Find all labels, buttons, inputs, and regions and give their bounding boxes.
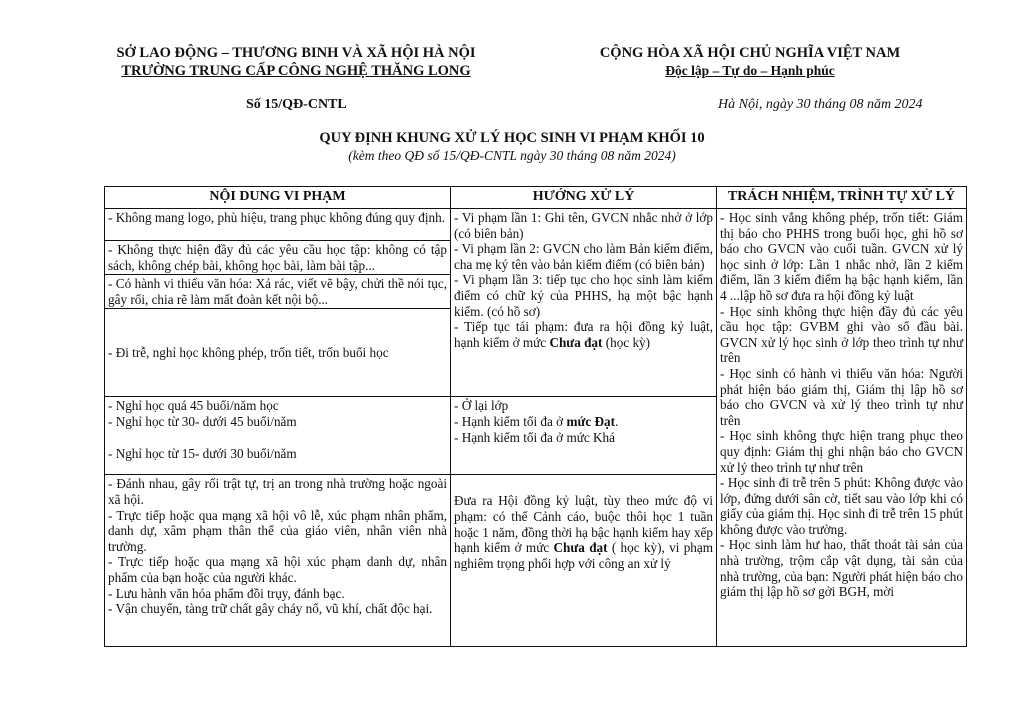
serious-insult-peer: - Trực tiếp hoặc qua mạng xã hội xúc phạm danh dự, nhân phẩm của bạn hoặc của người khác. <box>108 554 447 585</box>
handling-step-3: - Vi phạm lần 3: tiếp tục cho học sinh làm kiểm điểm có chữ ký của PHHS, hạ một bậc hạnh kiểm. (có hồ sơ) <box>454 272 713 319</box>
procedure-uniform: - Học sinh không thực hiện trang phục theo quy định: Giám thị ghi nhận báo cho GVCN xử lý theo trình tự như trên <box>720 428 963 475</box>
conduct-dat-text: - Hạnh kiểm tối đa ở <box>454 413 567 429</box>
table-header-row <box>105 187 967 209</box>
handling-conduct-kha: - Hạnh kiểm tối đa ở mức Khá <box>454 429 615 445</box>
violation-behavior: - Có hành vi thiếu văn hóa: Xả rác, viết vẽ bậy, chửi thề nói tục, gây rối, chia rẽ làm mất đoàn kết nội bộ... <box>105 275 451 309</box>
handling-conduct-dat <box>454 414 713 430</box>
national-title: CỘNG HÒA XÃ HỘI CHỦ NGHĨA VIỆT NAM <box>599 45 901 61</box>
document-number: Số 15/QĐ-CNTL <box>246 97 347 112</box>
disciplinary-bold: Chưa đạt <box>553 540 608 556</box>
procedure-late: - Học sinh đi trễ trên 5 phút: Không được vào lớp, đứng dưới sân cờ, tiết sau vào lớp khi có giấy của giám thị. Học sinh đi trễ trên 15 phút không được vào trường. <box>720 475 963 537</box>
disciplinary-end: ( học kỳ), vi phạm nghiêm trọng phối hợp với công an xử lý <box>454 540 713 571</box>
absence-30-45: - Nghỉ học từ 30- dưới 45 buổi/năm <box>108 413 297 429</box>
serious-fighting: - Đánh nhau, gây rối trật tự, trị an trong nhà trường hoặc ngoài xã hội. <box>108 476 447 507</box>
absence-over-45: - Nghỉ học quá 45 buổi/năm học <box>108 398 279 414</box>
document-title: QUY ĐỊNH KHUNG XỬ LÝ HỌC SINH VI PHẠM KHỐI 10 <box>319 130 705 146</box>
serious-weapons: - Vận chuyển, tàng trữ chất gây cháy nổ, vũ khí, chất độc hại. <box>108 601 433 617</box>
violation-study: - Không thực hiện đầy đủ các yêu cầu học tập: không có tập sách, không chép bài, không học bài, làm bài tập... <box>105 241 451 275</box>
conduct-dat-end: . <box>615 413 619 429</box>
procedure-behavior: - Học sinh có hành vi thiếu văn hóa: Người phát hiện báo giám thị, Giám thị lập hồ sơ báo cho GVCN và xử lý theo trình tự như trên <box>720 365 963 428</box>
violation-table <box>104 186 967 647</box>
procedure-study: - Học sinh không thực hiện đầy đủ các yêu cầu học tập: GVBM ghi vào sổ đầu bài. GVCN xử lý học sinh ở lớp theo trình tự như trên <box>720 303 963 366</box>
document-subtitle: (kèm theo QĐ số 15/QĐ-CNTL ngày 30 tháng 08 năm 2024) <box>348 148 676 163</box>
handling-step-4-bold: Chưa đạt <box>549 334 603 350</box>
procedure-absence: - Học sinh vắng không phép, trốn tiết: Giám thị báo cho PHHS trong buổi học, ghi hồ sơ báo cho GVCN vào cuối tuần. GVCN xử lý học sinh ở lớp: Lần 1 nhắc nhở, lần 2 kiểm điểm, lần 3 kiểm điểm hạ bậc hạnh kiểm, lần 4 ...lập hồ sơ đưa ra hội đồng kỷ luật <box>720 210 963 303</box>
header-right <box>560 44 940 80</box>
header-violation: NỘI DUNG VI PHẠM <box>105 187 451 209</box>
national-motto: Độc lập – Tự do – Hạnh phúc <box>665 63 835 78</box>
violation-serious <box>105 475 451 647</box>
violation-uniform: - Không mang logo, phù hiệu, trang phục không đúng quy định. <box>105 209 451 241</box>
serious-gambling: - Lưu hành văn hóa phẩm đồi trụy, đánh bạc. <box>108 585 345 601</box>
responsibility-procedure <box>717 209 967 647</box>
handling-general <box>451 209 717 397</box>
conduct-dat-bold: mức Đạt <box>566 413 616 429</box>
header-handling: HƯỚNG XỬ LÝ <box>451 187 717 209</box>
handling-step-2: - Vi phạm lần 2: GVCN cho làm Bản kiểm điểm, cha mẹ ký tên vào bản kiểm điểm (có biên bản) <box>454 241 713 272</box>
handling-step-4-end: (học kỳ) <box>602 334 651 350</box>
handling-disciplinary <box>454 493 713 571</box>
handling-step-1: - Vi phạm lần 1: Ghi tên, GVCN nhắc nhở ở lớp (có biên bản) <box>454 210 713 241</box>
handling-repeat-grade: - Ở lại lớp <box>454 398 509 414</box>
disciplinary-text: Đưa ra Hội đồng kỷ luật, tùy theo mức độ vi phạm: có thể Cảnh cáo, buộc thôi học 1 tuần hoặc 1 năm, đồng thời hạ bậc hạnh kiểm hay xếp hạnh kiểm ở mức <box>454 493 713 556</box>
handling-step-4-text: - Tiếp tục tái phạm: đưa ra hội đồng kỷ luật, hạnh kiểm ở mức <box>454 319 713 350</box>
handling-step-4 <box>454 319 713 350</box>
procedure-property: - Học sinh làm hư hao, thất thoát tài sản của nhà trường, trộm cắp vật dụng, tài sản của nhà trường, của bạn: Người phát hiện báo cho giám thị lập hồ sơ gởi BGH, mời <box>720 537 963 600</box>
violation-absence <box>105 397 451 475</box>
violation-late: - Đi trễ, nghỉ học không phép, trốn tiết, trốn buổi học <box>105 309 451 397</box>
absence-15-30: - Nghỉ học từ 15- dưới 30 buổi/năm <box>108 445 297 461</box>
header-left <box>96 44 496 80</box>
school-name: TRƯỜNG TRUNG CẤP CÔNG NGHỆ THĂNG LONG <box>121 63 471 79</box>
handling-absence <box>451 397 717 475</box>
serious-insult-teacher: - Trực tiếp hoặc qua mạng xã hội vô lễ, xúc phạm nhân phẩm, danh dự, xâm phạm thân thể của giáo viên, nhân viên nhà trường. <box>108 507 447 554</box>
handling-serious <box>451 475 717 647</box>
table-row <box>105 209 967 241</box>
header-responsibility: TRÁCH NHIỆM, TRÌNH TỰ XỬ LÝ <box>717 187 967 209</box>
place-date: Hà Nội, ngày 30 tháng 08 năm 2024 <box>718 97 923 112</box>
ministry-name: SỞ LAO ĐỘNG – THƯƠNG BINH VÀ XÃ HỘI HÀ NỘI <box>116 45 476 61</box>
